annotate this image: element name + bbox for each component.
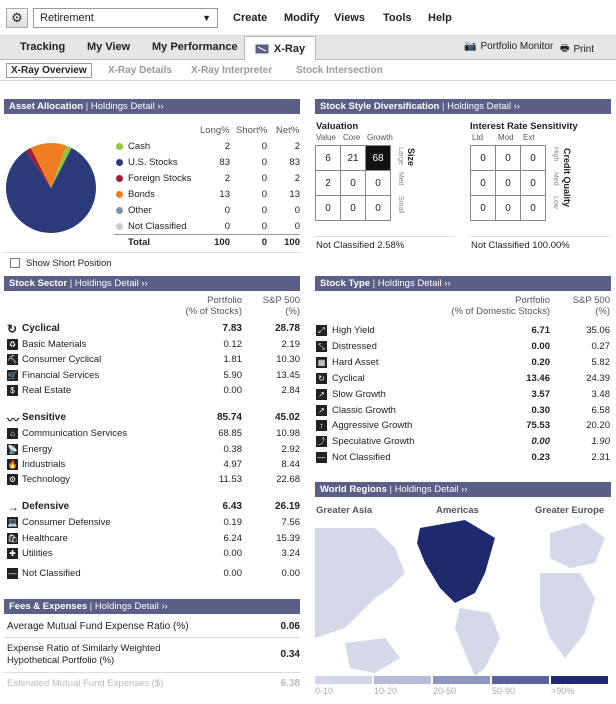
tab-x-ray[interactable] — [244, 36, 316, 61]
aa-row-long: 0 — [224, 205, 230, 216]
style-box-cell: 0 — [520, 195, 546, 221]
style-title: Stock Style Diversification — [320, 101, 440, 112]
style-box-cell: 2 — [315, 170, 341, 196]
sector-row-sp500: 15.39 — [276, 532, 300, 544]
map-legend-swatch — [433, 676, 490, 684]
style-box-cell: 68 — [365, 145, 391, 171]
map-legend-label: 20-50 — [433, 686, 457, 696]
sector-row-label: Communication Services — [22, 428, 128, 440]
aa-row-short: 0 — [261, 221, 267, 232]
aa-row-label: U.S. Stocks — [128, 157, 178, 168]
aa-row-net: 83 — [289, 157, 300, 168]
fees-holdings-link[interactable]: Holdings Detail ›› — [94, 601, 168, 612]
sector-group-sp500: 45.02 — [274, 412, 300, 424]
size-med-label: Med — [397, 172, 404, 186]
sector-icon: — — [8, 569, 17, 578]
stock-type-icon: ↗ — [316, 389, 327, 400]
aa-row-net: 2 — [294, 141, 300, 152]
sector-icon: ✚ — [7, 548, 18, 559]
sector-row-sp500: 7.56 — [281, 517, 300, 529]
aa-row-short: 0 — [261, 189, 267, 200]
sector-group-label: Cyclical — [22, 323, 60, 334]
sector-row-portfolio: 0.12 — [223, 339, 242, 350]
region-greater-asia: Greater Asia — [316, 505, 373, 516]
stock-type-title: Stock Type — [320, 278, 370, 289]
dropdown-arrow-icon: ▼ — [202, 13, 211, 23]
sector-row-sp500: 10.98 — [276, 428, 300, 440]
sector-group-label: Defensive — [22, 501, 70, 513]
style-box-cell: 0 — [520, 145, 546, 171]
stock-type-sp500: 35.06 — [586, 325, 610, 336]
legend-dot — [116, 191, 123, 198]
stock-type-sp500: 6.58 — [591, 404, 610, 416]
stock-type-label: Not Classified — [332, 452, 391, 464]
show-short-checkbox[interactable] — [10, 258, 20, 268]
aa-row-net: 13 — [289, 189, 300, 200]
int-col-mod: Mod — [498, 133, 514, 142]
aa-row-long: 83 — [219, 157, 230, 168]
subtab-x-ray-interpreter[interactable]: X-Ray Interpreter — [191, 65, 273, 76]
regions-holdings-link[interactable]: Holdings Detail ›› — [394, 484, 468, 495]
fee-divider-1 — [4, 637, 300, 638]
style-box-cell: 0 — [470, 170, 496, 196]
asset-allocation-header: Asset Allocation | Holdings Detail ›› — [4, 99, 300, 114]
aa-col-short: Short% — [236, 125, 268, 136]
equity-not-classified: Not Classified 2.58% — [316, 240, 405, 251]
sector-row-label: Financial Services — [22, 369, 100, 381]
bond-not-classified: Not Classified 100.00% — [471, 240, 570, 251]
sector-icon: 💻 — [7, 518, 18, 528]
aa-row-label: Bonds — [128, 189, 155, 200]
regions-title: World Regions — [320, 484, 387, 495]
aa-row-short: 0 — [261, 205, 267, 216]
tab-x-ray-label: X-Ray — [273, 43, 306, 55]
sector-row-sp500: 2.19 — [281, 339, 300, 350]
int-col-ltd: Ltd — [472, 133, 484, 142]
credit-med-label: Med — [552, 172, 559, 186]
sector-holdings-link[interactable]: Holdings Detail ›› — [74, 278, 148, 289]
sector-row-portfolio: 5.90 — [223, 369, 242, 381]
sector-row-portfolio: 0.38 — [223, 443, 242, 455]
sector-row-portfolio: 68.85 — [218, 428, 242, 440]
map-oceania — [345, 638, 400, 673]
style-holdings-link[interactable]: Holdings Detail ›› — [447, 101, 520, 112]
style-box-cell: 21 — [340, 145, 366, 171]
sector-icon: 🛒 — [7, 370, 18, 380]
equity-style-box — [316, 146, 391, 221]
menu-views[interactable]: Views — [334, 12, 365, 24]
size-small-label: Small — [397, 196, 404, 214]
legend-dot — [116, 223, 123, 230]
subtab-bar — [0, 61, 616, 81]
stock-type-icon: ▦ — [317, 357, 326, 367]
stock-type-label: Classic Growth — [332, 404, 396, 416]
map-legend-label: 10-20 — [374, 686, 398, 696]
sector-header: Stock Sector | Holdings Detail ›› — [4, 276, 300, 291]
sector-row-sp500: 8.44 — [281, 458, 300, 470]
style-box-cell: 0 — [365, 195, 391, 221]
sector-icon: 📡 — [7, 444, 18, 454]
sector-row-portfolio: 1.81 — [223, 354, 242, 366]
sector-row-label: Utilities — [22, 548, 53, 559]
aa-row-label: Foreign Stocks — [128, 173, 192, 184]
portfolio-monitor-link[interactable] — [464, 41, 553, 52]
tab-my-performance[interactable]: My Performance — [152, 41, 238, 53]
aa-total-long: 100 — [214, 237, 230, 248]
stock-type-label: Hard Asset — [332, 356, 379, 368]
sector-group-icon: ↻ — [7, 322, 18, 336]
asset-allocation-title: Asset Allocation — [9, 101, 84, 112]
gear-icon[interactable]: ⚙ — [6, 8, 28, 28]
subtab-x-ray-overview[interactable]: X-Ray Overview — [6, 63, 92, 78]
size-axis-label: Size — [406, 148, 416, 167]
stock-type-portfolio: 13.46 — [526, 372, 550, 384]
sector-group-icon: 〰 — [7, 413, 20, 428]
x-ray-icon — [255, 44, 269, 54]
portfolio-select[interactable] — [33, 8, 218, 28]
map-legend-swatch — [315, 676, 372, 684]
sector-row-label: Real Estate — [22, 384, 72, 396]
menu-modify[interactable]: Modify — [284, 12, 320, 24]
region-americas: Americas — [436, 505, 479, 516]
stock-type-sp500: 20.20 — [586, 420, 610, 432]
toolbar — [0, 0, 616, 36]
aa-row-net: 2 — [294, 173, 300, 184]
stock-type-sp500: 5.82 — [591, 356, 610, 368]
map-legend-swatch — [374, 676, 431, 684]
sector-row-sp500: 2.92 — [281, 443, 300, 455]
aa-row-label: Cash — [128, 141, 151, 152]
sector-icon: ♻ — [8, 340, 17, 349]
type-col2-line2: (%) — [595, 306, 610, 317]
stock-type-icon: ⤡ — [316, 341, 327, 352]
sector-row-label: Healthcare — [22, 532, 68, 544]
stock-type-label: Slow Growth — [332, 388, 386, 400]
map-legend-swatch — [551, 676, 608, 684]
style-box-cell: 0 — [340, 170, 366, 196]
fee-row-3-value: 6.38 — [280, 678, 300, 689]
sector-row-label: Consumer Defensive — [22, 517, 111, 529]
sector-row-portfolio: 11.53 — [218, 474, 242, 486]
aa-row-net: 0 — [294, 205, 300, 216]
sector-icon: ⛏ — [7, 355, 18, 365]
sector-row-label: Industrials — [22, 458, 66, 470]
tab-tracking[interactable]: Tracking — [20, 41, 66, 53]
stock-type-icon: ↑ — [316, 420, 327, 431]
stock-type-portfolio: 0.23 — [531, 452, 550, 464]
bond-style-box — [471, 146, 546, 221]
fee-row-2-label: Expense Ratio of Similarly Weighted Hypothetical Portfolio (%) — [7, 643, 161, 666]
sector-icon: 🔥 — [7, 459, 18, 469]
stock-type-portfolio: 0.20 — [531, 356, 550, 368]
map-legend-label: >90% — [551, 686, 575, 696]
region-greater-europe: Greater Europe — [535, 505, 605, 516]
asset-allocation-pie — [5, 142, 97, 234]
sector-row-portfolio: 6.24 — [223, 532, 242, 544]
val-col-core: Core — [343, 133, 361, 142]
sector-col2-line2: (%) — [285, 306, 300, 317]
print-link[interactable] — [560, 41, 594, 58]
sector-row-label: Technology — [22, 474, 71, 486]
sector-icon: ⚙ — [8, 475, 17, 485]
print-icon: 🖶 — [560, 43, 570, 54]
style-bond-divider — [470, 236, 610, 237]
sector-row-portfolio: 0.00 — [223, 568, 242, 579]
style-box-cell: 0 — [495, 145, 521, 171]
stock-type-label: High Yield — [332, 325, 375, 336]
aa-row-net: 0 — [294, 221, 300, 232]
aa-bottom-divider — [4, 252, 300, 253]
subtab-x-ray-details[interactable]: X-Ray Details — [108, 65, 172, 76]
interest-rate-label: Interest Rate Sensitivity — [470, 121, 578, 132]
fee-row-1-value: 0.06 — [280, 621, 300, 632]
stock-type-icon: ↻ — [316, 373, 327, 384]
stock-type-portfolio: 0.00 — [531, 436, 550, 448]
sector-row-label: Consumer Cyclical — [22, 354, 102, 366]
stock-type-icon: ⤢ — [316, 325, 327, 336]
map-south-america — [455, 608, 500, 676]
stock-type-label: Cyclical — [332, 372, 365, 384]
asset-allocation-holdings-link[interactable]: Holdings Detail ›› — [90, 101, 164, 112]
aa-col-long: Long% — [200, 125, 230, 136]
aa-row-long: 2 — [224, 141, 230, 152]
map-north-america — [417, 520, 495, 603]
portfolio-select-value: Retirement — [40, 12, 94, 24]
style-box-cell: 0 — [495, 170, 521, 196]
tab-my-view[interactable]: My View — [87, 41, 131, 53]
portfolio-monitor-icon: 📷 — [464, 41, 477, 52]
regions-header: World Regions | Holdings Detail ›› — [315, 482, 611, 497]
aa-row-long: 13 — [219, 189, 230, 200]
sector-row-sp500: 13.45 — [276, 369, 300, 381]
print-label: Print — [573, 44, 595, 55]
stock-type-holdings-link[interactable]: Holdings Detail ›› — [377, 278, 451, 289]
fee-divider-2 — [4, 672, 300, 673]
sector-col1-line2: (% of Stocks) — [185, 306, 242, 317]
sector-group-sp500: 26.19 — [274, 501, 300, 513]
sector-row-sp500: 10.30 — [276, 354, 300, 366]
credit-high-label: High — [552, 147, 559, 162]
aa-row-short: 0 — [261, 173, 267, 184]
stock-type-sp500: 1.90 — [591, 436, 610, 448]
menu-create[interactable]: Create — [233, 12, 268, 24]
sector-row-portfolio: 0.00 — [223, 384, 242, 396]
sector-row-sp500: 2.84 — [281, 384, 300, 396]
type-col1-line1: Portfolio — [515, 295, 550, 306]
map-africa — [540, 573, 595, 658]
val-col-value: Value — [316, 133, 336, 142]
stock-type-sp500: 2.31 — [591, 452, 610, 464]
sector-icon: ⌂ — [7, 428, 18, 439]
size-large-label: Large — [397, 147, 404, 165]
sector-col1-line1: Portfolio — [207, 295, 242, 306]
aa-row-short: 0 — [261, 157, 267, 168]
fee-row-1-label: Average Mutual Fund Expense Ratio (%) — [7, 621, 189, 632]
sector-group-sp500: 28.78 — [274, 323, 300, 334]
sector-title: Stock Sector — [9, 278, 68, 289]
credit-low-label: Low — [552, 196, 559, 209]
style-box-cell: 0 — [495, 195, 521, 221]
sector-row-sp500: 0.00 — [281, 568, 300, 579]
stock-type-sp500: 0.27 — [591, 340, 610, 352]
sector-icon: 🛍 — [7, 533, 18, 543]
sector-row-sp500: 22.68 — [276, 474, 300, 486]
stock-type-label: Aggressive Growth — [332, 420, 413, 432]
stock-type-icon: — — [317, 453, 326, 463]
aa-col-net: Net% — [276, 125, 300, 136]
stock-type-icon: ↗ — [316, 405, 327, 416]
sector-group-portfolio: 6.43 — [222, 501, 242, 513]
credit-axis-label: Credit Quality — [562, 148, 572, 208]
legend-dot — [116, 207, 123, 214]
stock-type-portfolio: 3.57 — [531, 388, 550, 400]
sector-row-sp500: 3.24 — [281, 548, 300, 559]
show-short-label: Show Short Position — [26, 258, 112, 269]
map-legend-swatch — [492, 676, 549, 684]
stock-type-portfolio: 6.71 — [531, 325, 550, 336]
map-europe — [550, 523, 605, 568]
type-col1-line2: (% of Domestic Stocks) — [451, 306, 550, 317]
stock-type-portfolio: 75.53 — [526, 420, 550, 432]
world-map — [315, 518, 611, 678]
aa-row-label: Other — [128, 205, 152, 216]
sector-group-portfolio: 7.83 — [222, 323, 242, 334]
type-col2-line1: S&P 500 — [572, 295, 610, 306]
stock-type-sp500: 3.48 — [591, 388, 610, 400]
sector-group-icon: → — [7, 500, 19, 515]
portfolio-monitor-label: Portfolio Monitor — [480, 41, 554, 52]
aa-total-divider — [114, 234, 300, 235]
sector-icon: $ — [7, 385, 18, 396]
aa-row-long: 0 — [224, 221, 230, 232]
stock-type-label: Speculative Growth — [332, 436, 415, 448]
menu-tools[interactable]: Tools — [383, 12, 412, 24]
sector-row-label: Not Classified — [22, 568, 81, 579]
sector-row-portfolio: 4.97 — [223, 458, 242, 470]
style-box-cell: 0 — [470, 145, 496, 171]
style-eq-divider — [315, 236, 455, 237]
aa-row-short: 0 — [261, 141, 267, 152]
aa-row-long: 2 — [224, 173, 230, 184]
map-legend-label: 50-90 — [492, 686, 516, 696]
stock-type-header: Stock Type | Holdings Detail ›› — [315, 276, 611, 291]
sector-group-label: Sensitive — [22, 412, 66, 424]
legend-dot — [116, 143, 123, 150]
sector-col2-line1: S&P 500 — [262, 295, 300, 306]
subtab-stock-intersection[interactable]: Stock Intersection — [296, 65, 383, 76]
style-box-cell: 0 — [315, 195, 341, 221]
aa-total-short: 0 — [261, 237, 267, 248]
stock-type-portfolio: 0.30 — [531, 404, 550, 416]
sector-group-portfolio: 85.74 — [216, 412, 242, 424]
style-box-cell: 0 — [365, 170, 391, 196]
sector-row-portfolio: 0.00 — [223, 548, 242, 559]
valuation-label: Valuation — [316, 121, 359, 132]
aa-total-net: 100 — [284, 237, 300, 248]
map-legend-label: 0-10 — [315, 686, 334, 696]
stock-type-sp500: 24.39 — [586, 372, 610, 384]
aa-row-label: Not Classified — [128, 221, 187, 232]
map-asia — [315, 528, 405, 638]
val-col-growth: Growth — [367, 133, 393, 142]
style-header: Stock Style Diversification | Holdings Detail ›› — [315, 99, 611, 114]
fees-title: Fees & Expenses — [9, 601, 88, 612]
legend-dot — [116, 159, 123, 166]
int-col-ext: Ext — [523, 133, 535, 142]
style-box-cell: 6 — [315, 145, 341, 171]
fee-row-2-value: 0.34 — [280, 649, 300, 660]
stock-type-label: Distressed — [332, 340, 377, 352]
sector-row-label: Energy — [22, 443, 53, 455]
stock-type-portfolio: 0.00 — [531, 340, 550, 352]
aa-total-label: Total — [128, 237, 150, 248]
style-box-cell: 0 — [520, 170, 546, 196]
fees-header: Fees & Expenses | Holdings Detail ›› — [4, 599, 300, 614]
fee-row-3-label: Estimated Mutual Fund Expenses ($) — [7, 678, 164, 689]
menu-help[interactable]: Help — [428, 12, 452, 24]
stock-type-icon: ⤴ — [317, 437, 326, 447]
style-box-cell: 0 — [470, 195, 496, 221]
tab-bar — [0, 36, 616, 60]
sector-row-label: Basic Materials — [22, 339, 87, 350]
sector-row-portfolio: 0.19 — [223, 517, 242, 529]
legend-dot — [116, 175, 123, 182]
style-box-cell: 0 — [340, 195, 366, 221]
